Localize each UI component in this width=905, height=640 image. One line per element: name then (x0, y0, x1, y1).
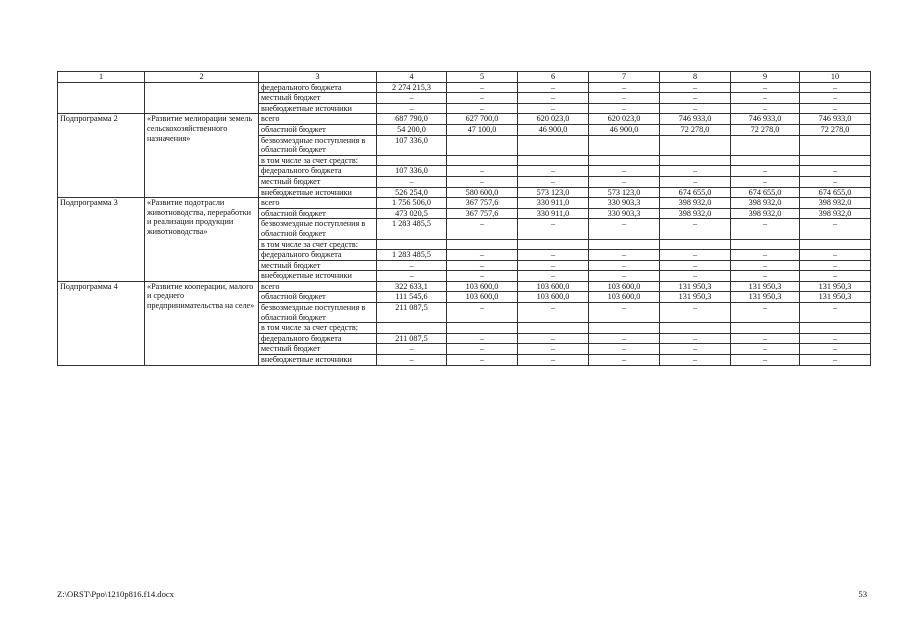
value-cell: – (660, 250, 731, 261)
value-cell (660, 239, 731, 250)
value-cell (800, 135, 871, 155)
funding-source: в том числе за счет средств: (259, 155, 377, 166)
value-cell: – (731, 344, 800, 355)
value-cell: 674 655,0 (800, 187, 871, 198)
table-row (58, 198, 871, 209)
value-cell: – (589, 176, 660, 187)
subprogram-title: «Развитие кооперации, малого и среднего предпринимательства на селе» (145, 281, 259, 365)
value-cell: – (518, 219, 589, 239)
value-cell: 211 087,5 (377, 303, 447, 323)
value-cell: – (447, 103, 518, 114)
value-cell: – (660, 176, 731, 187)
value-cell: 107 336,0 (377, 166, 447, 177)
value-cell: 687 790,0 (377, 114, 447, 125)
value-cell: – (518, 344, 589, 355)
value-cell: 46 900,0 (518, 124, 589, 135)
funding-source: областной бюджет (259, 208, 377, 219)
header-cell: 8 (660, 72, 731, 83)
value-cell: 47 100,0 (447, 124, 518, 135)
funding-source: внебюджетные источники (259, 355, 377, 366)
value-cell (518, 323, 589, 334)
value-cell (589, 323, 660, 334)
value-cell: 72 278,0 (731, 124, 800, 135)
value-cell: – (447, 219, 518, 239)
value-cell (660, 135, 731, 155)
value-cell: – (660, 333, 731, 344)
value-cell: 131 950,3 (800, 292, 871, 303)
value-cell: – (447, 271, 518, 282)
header-cell: 4 (377, 72, 447, 83)
value-cell: – (800, 219, 871, 239)
value-cell: 398 932,0 (660, 208, 731, 219)
funding-source: местный бюджет (259, 260, 377, 271)
value-cell: – (800, 250, 871, 261)
funding-source: федерального бюджета (259, 333, 377, 344)
funding-source: всего (259, 281, 377, 292)
funding-source: внебюджетные источники (259, 187, 377, 198)
value-cell: 103 600,0 (518, 281, 589, 292)
value-cell: – (731, 166, 800, 177)
value-cell: 746 933,0 (660, 114, 731, 125)
value-cell (589, 239, 660, 250)
value-cell (800, 323, 871, 334)
value-cell: – (518, 82, 589, 93)
value-cell: 620 023,0 (518, 114, 589, 125)
value-cell (377, 323, 447, 334)
value-cell: – (377, 260, 447, 271)
subprogram-name: Подпрограмма 3 (58, 198, 145, 282)
value-cell: – (731, 260, 800, 271)
funding-source: федерального бюджета (259, 82, 377, 93)
header-cell: 6 (518, 72, 589, 83)
value-cell (377, 239, 447, 250)
value-cell: – (589, 271, 660, 282)
value-cell: 103 600,0 (589, 292, 660, 303)
value-cell: 103 600,0 (447, 281, 518, 292)
header-row (58, 72, 871, 83)
header-cell: 7 (589, 72, 660, 83)
value-cell: – (589, 333, 660, 344)
value-cell: 103 600,0 (589, 281, 660, 292)
value-cell: – (518, 166, 589, 177)
value-cell (731, 239, 800, 250)
value-cell: – (660, 355, 731, 366)
value-cell: 131 950,3 (731, 281, 800, 292)
value-cell: – (660, 260, 731, 271)
table-row (58, 114, 871, 125)
value-cell: 131 950,3 (660, 292, 731, 303)
value-cell: – (377, 103, 447, 114)
value-cell: 398 932,0 (731, 198, 800, 209)
header-cell: 2 (145, 72, 259, 83)
header-cell: 3 (259, 72, 377, 83)
value-cell: – (518, 333, 589, 344)
table-row (58, 82, 871, 93)
value-cell: – (660, 93, 731, 104)
value-cell: 526 254,0 (377, 187, 447, 198)
value-cell: 131 950,3 (731, 292, 800, 303)
value-cell (518, 135, 589, 155)
value-cell: – (518, 260, 589, 271)
value-cell: 72 278,0 (800, 124, 871, 135)
value-cell: – (800, 82, 871, 93)
value-cell: – (589, 260, 660, 271)
value-cell: 573 123,0 (518, 187, 589, 198)
value-cell (731, 135, 800, 155)
value-cell: – (447, 250, 518, 261)
value-cell (518, 155, 589, 166)
funding-source: федерального бюджета (259, 250, 377, 261)
value-cell (447, 323, 518, 334)
subprogram-title: «Развитие подотрасли животноводства, переработки и реализации продукции животноводства» (145, 198, 259, 282)
funding-source: областной бюджет (259, 292, 377, 303)
value-cell: – (589, 355, 660, 366)
value-cell: – (800, 355, 871, 366)
value-cell: 46 900,0 (589, 124, 660, 135)
value-cell: – (731, 219, 800, 239)
table-body (58, 72, 871, 366)
value-cell: – (731, 333, 800, 344)
funding-source: местный бюджет (259, 344, 377, 355)
value-cell: – (518, 303, 589, 323)
value-cell: 1 283 485,5 (377, 219, 447, 239)
page-number: 53 (858, 589, 867, 599)
value-cell: 580 600,0 (447, 187, 518, 198)
value-cell: – (447, 260, 518, 271)
value-cell: – (731, 303, 800, 323)
value-cell: – (660, 82, 731, 93)
value-cell: – (377, 355, 447, 366)
value-cell: 111 545,6 (377, 292, 447, 303)
value-cell: – (731, 82, 800, 93)
value-cell: – (589, 303, 660, 323)
value-cell: – (447, 355, 518, 366)
value-cell: 103 600,0 (447, 292, 518, 303)
header-cell: 5 (447, 72, 518, 83)
value-cell: 398 932,0 (660, 198, 731, 209)
value-cell: – (800, 93, 871, 104)
value-cell (660, 323, 731, 334)
value-cell: 620 023,0 (589, 114, 660, 125)
value-cell: – (800, 260, 871, 271)
funding-source: местный бюджет (259, 93, 377, 104)
value-cell (447, 239, 518, 250)
value-cell: 103 600,0 (518, 292, 589, 303)
value-cell: – (447, 333, 518, 344)
value-cell: – (518, 250, 589, 261)
value-cell: 746 933,0 (800, 114, 871, 125)
value-cell: 2 274 215,3 (377, 82, 447, 93)
value-cell: – (800, 103, 871, 114)
value-cell (800, 155, 871, 166)
value-cell: – (377, 176, 447, 187)
value-cell: – (589, 166, 660, 177)
value-cell (800, 239, 871, 250)
value-cell: 330 903,3 (589, 208, 660, 219)
value-cell: – (660, 271, 731, 282)
value-cell: – (518, 271, 589, 282)
value-cell: – (800, 333, 871, 344)
value-cell: – (731, 176, 800, 187)
value-cell: – (518, 355, 589, 366)
value-cell: 1 283 485,5 (377, 250, 447, 261)
value-cell: – (800, 271, 871, 282)
value-cell: 322 633,1 (377, 281, 447, 292)
header-cell: 1 (58, 72, 145, 83)
value-cell (731, 155, 800, 166)
value-cell (589, 135, 660, 155)
value-cell: – (447, 82, 518, 93)
value-cell: – (447, 166, 518, 177)
value-cell: 367 757,6 (447, 198, 518, 209)
value-cell: 573 123,0 (589, 187, 660, 198)
funding-source: местный бюджет (259, 176, 377, 187)
value-cell (518, 239, 589, 250)
value-cell (589, 155, 660, 166)
value-cell: 330 903,3 (589, 198, 660, 209)
value-cell: – (447, 176, 518, 187)
funding-source: федерального бюджета (259, 166, 377, 177)
value-cell: – (518, 93, 589, 104)
value-cell: 398 932,0 (800, 208, 871, 219)
value-cell: – (589, 219, 660, 239)
value-cell (660, 155, 731, 166)
value-cell: 54 200,0 (377, 124, 447, 135)
funding-source: всего (259, 198, 377, 209)
value-cell: – (800, 344, 871, 355)
value-cell: 107 336,0 (377, 135, 447, 155)
subprogram-title: «Развитие мелиорации земель сельскохозяйственного назначения» (145, 114, 259, 198)
value-cell (731, 323, 800, 334)
funding-source: в том числе за счет средств: (259, 323, 377, 334)
value-cell: – (589, 82, 660, 93)
value-cell: – (518, 176, 589, 187)
value-cell: 367 757,6 (447, 208, 518, 219)
value-cell: – (660, 103, 731, 114)
value-cell: – (447, 344, 518, 355)
footer-file-path: Z:\ORST\Ppo\1210p816.f14.docx (57, 589, 174, 599)
funding-source: безвозмездные поступления в областной бюджет (259, 135, 377, 155)
value-cell (447, 135, 518, 155)
value-cell: 746 933,0 (731, 114, 800, 125)
funding-source: внебюджетные источники (259, 103, 377, 114)
value-cell: – (731, 103, 800, 114)
value-cell: 398 932,0 (731, 208, 800, 219)
value-cell: – (800, 303, 871, 323)
value-cell: – (731, 271, 800, 282)
value-cell: 330 911,0 (518, 208, 589, 219)
funding-source: внебюджетные источники (259, 271, 377, 282)
value-cell: – (447, 93, 518, 104)
header-cell: 10 (800, 72, 871, 83)
value-cell: 211 087,5 (377, 333, 447, 344)
funding-source: безвозмездные поступления в областной бюджет (259, 303, 377, 323)
value-cell: 131 950,3 (800, 281, 871, 292)
funding-source: областной бюджет (259, 124, 377, 135)
funding-source: безвозмездные поступления в областной бюджет (259, 219, 377, 239)
value-cell: – (731, 355, 800, 366)
value-cell (377, 155, 447, 166)
table-row (58, 281, 871, 292)
value-cell: 674 655,0 (660, 187, 731, 198)
funding-source: всего (259, 114, 377, 125)
value-cell: – (731, 250, 800, 261)
budget-table (57, 71, 871, 366)
value-cell: – (518, 103, 589, 114)
value-cell: – (660, 303, 731, 323)
value-cell: – (377, 271, 447, 282)
value-cell: – (800, 176, 871, 187)
value-cell: 674 655,0 (731, 187, 800, 198)
value-cell: 627 700,0 (447, 114, 518, 125)
value-cell: – (660, 219, 731, 239)
value-cell: 330 911,0 (518, 198, 589, 209)
funding-source: в том числе за счет средств: (259, 239, 377, 250)
value-cell (447, 155, 518, 166)
value-cell: – (800, 166, 871, 177)
value-cell: 398 932,0 (800, 198, 871, 209)
value-cell: – (377, 93, 447, 104)
value-cell: 473 020,5 (377, 208, 447, 219)
value-cell: 72 278,0 (660, 124, 731, 135)
value-cell: – (731, 93, 800, 104)
subprogram-title (145, 82, 259, 114)
value-cell: – (377, 344, 447, 355)
subprogram-name: Подпрограмма 2 (58, 114, 145, 198)
value-cell: – (660, 344, 731, 355)
header-cell: 9 (731, 72, 800, 83)
value-cell: – (447, 303, 518, 323)
value-cell: – (589, 250, 660, 261)
value-cell: – (660, 166, 731, 177)
value-cell: – (589, 103, 660, 114)
subprogram-name: Подпрограмма 4 (58, 281, 145, 365)
value-cell: 1 756 506,0 (377, 198, 447, 209)
value-cell: 131 950,3 (660, 281, 731, 292)
value-cell: – (589, 344, 660, 355)
subprogram-name (58, 82, 145, 114)
value-cell: – (589, 93, 660, 104)
